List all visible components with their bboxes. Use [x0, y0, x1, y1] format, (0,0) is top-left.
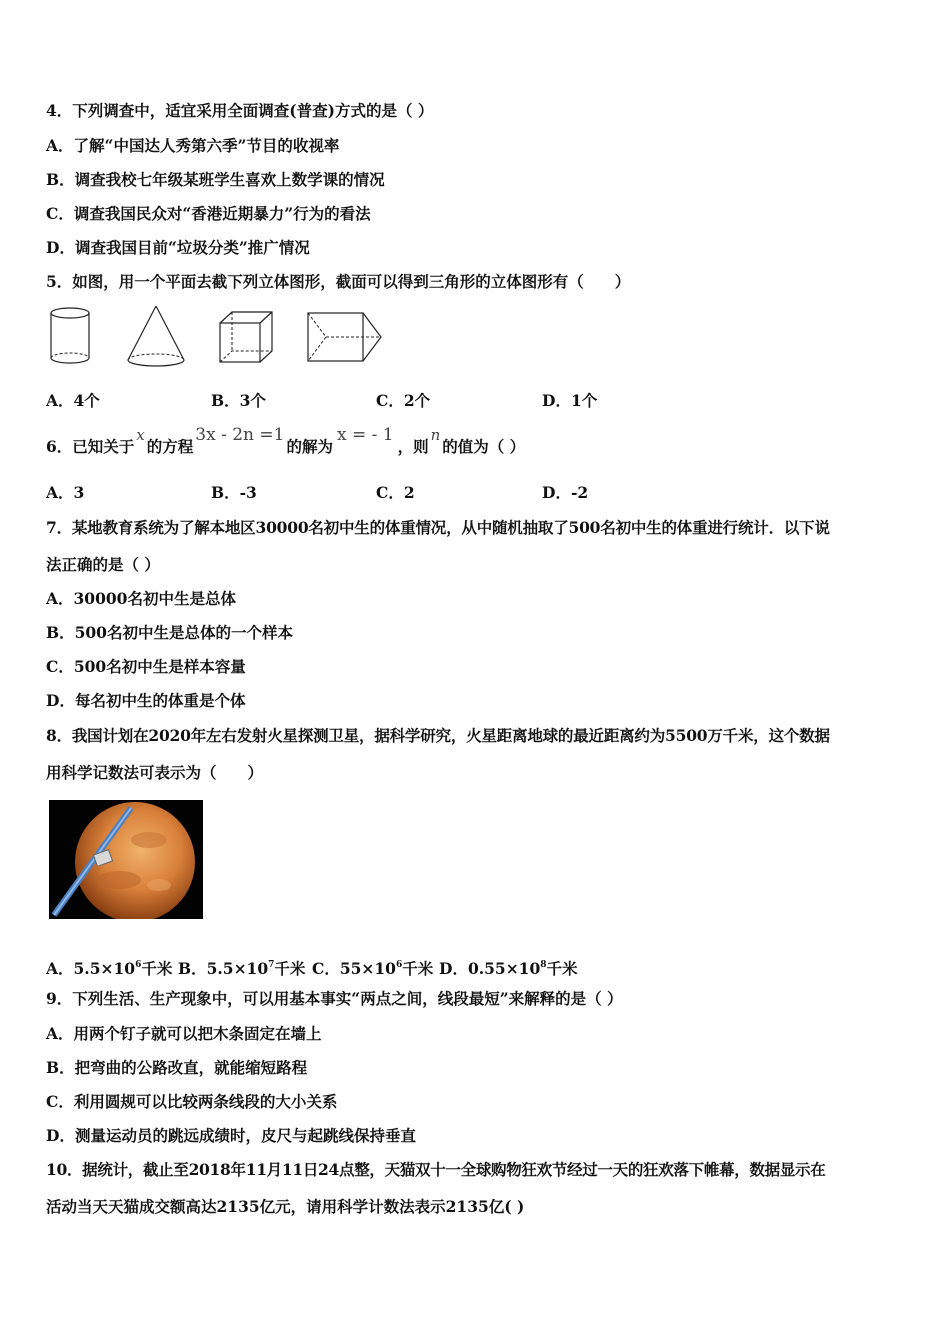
q5-option-b: B．3个: [211, 391, 266, 410]
q4-option-d: D．调查我国目前“垃圾分类”推广情况: [46, 238, 310, 257]
q10-stem-line1: 10．据统计，截止至2018年11月11日24点整，天猫双十一全球购物狂欢节经过一天的狂欢落下帷幕，数据显示在: [46, 1160, 826, 1179]
q6-text-2: 的方程: [146, 437, 194, 456]
q7-stem-line1: 7．某地教育系统为了解本地区30000名初中生的体重情况，从中随机抽取了500名初中生的体重进行统计．以下说: [46, 518, 830, 537]
q8-option-d-exponent: 8: [540, 960, 547, 970]
q8-option-b-exponent: 7: [268, 960, 275, 970]
q6-equation: 3x - 2n =1: [195, 425, 285, 445]
q8-option-c-base: C．55×10: [312, 959, 396, 978]
q8-option-b: [178, 955, 305, 979]
q8-option-c-exponent: 6: [395, 960, 403, 970]
mars-probe-image: [49, 800, 203, 919]
q8-option-a-unit: 千米: [141, 959, 173, 978]
q7-option-c: C．500名初中生是样本容量: [46, 657, 246, 676]
q5-option-a: A．4个: [46, 391, 100, 410]
q8-option-c-unit: 千米: [402, 959, 434, 978]
q8-option-a-base: A．5.5×10: [46, 959, 136, 978]
cone-figure: [125, 303, 187, 369]
q4-option-a: A．了解“中国达人秀第六季”节目的收视率: [46, 136, 340, 155]
cube-figure: [217, 309, 275, 365]
q9-option-b: B．把弯曲的公路改直，就能缩短路程: [46, 1058, 308, 1077]
cylinder-figure: [47, 305, 93, 367]
q8-stem-line2: 用科学记数法可表示为（ ）: [46, 763, 264, 782]
q9-option-a: A．用两个钉子就可以把木条固定在墙上: [46, 1024, 322, 1043]
q6-var-x: x: [136, 426, 145, 444]
q8-option-a: [46, 955, 172, 979]
q6-text-1: 6．已知关于: [46, 437, 135, 456]
q7-option-a: A．30000名初中生是总体: [46, 589, 236, 608]
q7-option-b: B．500名初中生是总体的一个样本: [46, 623, 293, 642]
q6-option-d: D．-2: [542, 483, 589, 502]
q8-stem-line1: 8．我国计划在2020年左右发射火星探测卫星，据科学研究，火星距离地球的最近距离约为5500万千米，这个数据: [46, 726, 830, 745]
q6-text-4: ，则: [397, 437, 429, 456]
q6-solution: x = - 1: [336, 425, 394, 445]
q8-option-a-exponent: 6: [135, 960, 142, 970]
triangular-prism-figure: [305, 309, 385, 365]
q8-option-d-unit: 千米: [546, 959, 578, 978]
mars-illustration: [49, 800, 203, 919]
q10-stem-line2: 活动当天天猫成交额高达2135亿元，请用科学计数法表示2135亿( ): [46, 1197, 525, 1216]
q4-stem: 4．下列调查中，适宜采用全面调查(普查)方式的是（ ）: [46, 101, 434, 120]
q8-option-d: [439, 955, 578, 979]
q6-text-3: 的解为: [286, 437, 333, 456]
q5-stem: 5．如图，用一个平面去截下列立体图形，截面可以得到三角形的立体图形有（ ）: [46, 272, 631, 291]
q8-option-c: [312, 955, 433, 979]
q6-option-c: C．2: [376, 483, 415, 502]
q9-stem: 9．下列生活、生产现象中，可以用基本事实“两点之间，线段最短”来解释的是（ ）: [46, 989, 623, 1008]
q6-text-5: 的值为（ ）: [442, 437, 526, 456]
q8-option-b-unit: 千米: [274, 959, 306, 978]
q8-option-b-base: B．5.5×10: [178, 959, 269, 978]
q8-option-d-base: D．0.55×10: [439, 959, 541, 978]
q4-option-b: B．调查我校七年级某班学生喜欢上数学课的情况: [46, 170, 385, 189]
q6-option-b: B．-3: [211, 483, 257, 502]
q5-option-d: D．1个: [542, 391, 598, 410]
q7-option-d: D．每名初中生的体重是个体: [46, 691, 246, 710]
q9-option-c: C．利用圆规可以比较两条线段的大小关系: [46, 1092, 338, 1111]
q6-option-a: A．3: [46, 483, 85, 502]
q7-stem-line2: 法正确的是（ ）: [46, 555, 160, 574]
q6-stem: [46, 425, 526, 457]
q4-option-c: C．调查我国民众对“香港近期暴力”行为的看法: [46, 204, 371, 223]
q9-option-d: D．测量运动员的跳远成绩时，皮尺与起跳线保持垂直: [46, 1126, 416, 1145]
q5-option-c: C．2个: [376, 391, 431, 410]
q6-var-n: n: [430, 426, 441, 444]
